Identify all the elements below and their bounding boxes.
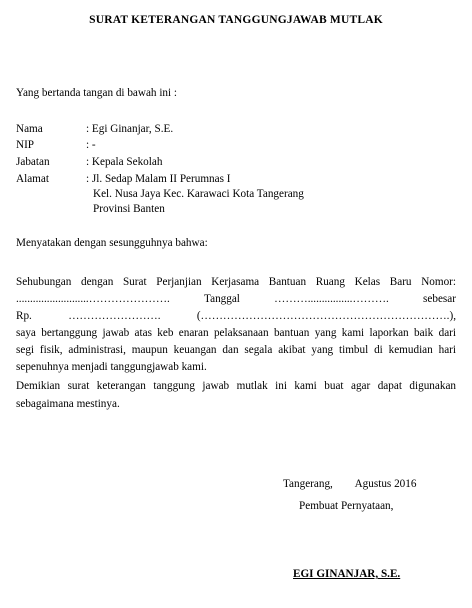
statement-text: Menyatakan dengan sesungguhnya bahwa: xyxy=(16,237,208,249)
para1-line2-date-blank: ………................………. xyxy=(274,293,389,305)
para1-line3 xyxy=(16,308,456,325)
document-title: SURAT KETERANGAN TANGGUNGJAWAB MUTLAK xyxy=(89,14,383,26)
field-label-nip: NIP xyxy=(16,139,35,151)
para1-line2-number-blank: ..........................…………………. xyxy=(16,293,170,305)
para1-line1 xyxy=(16,274,456,291)
para1-line2-sebesar: sebesar xyxy=(423,293,456,305)
para1-line5 xyxy=(16,342,456,359)
para1-line3-text: Rp. ……………………. (………………………………………………………….), xyxy=(16,310,456,322)
para2-line2: sebagaimana mestinya. xyxy=(16,398,120,410)
field-value-nip: : - xyxy=(86,139,96,151)
para1-line6: sepenuhnya menjadi tanggungjawab kami. xyxy=(16,361,207,373)
field-label-alamat: Alamat xyxy=(16,173,49,185)
address-line-2: Kel. Nusa Jaya Kec. Karawaci Kota Tangerang xyxy=(93,188,304,200)
field-value-alamat: : Jl. Sedap Malam II Perumnas I xyxy=(86,173,231,185)
para1-line4-text: saya bertanggung jawab atas keb enaran pelaksanaan bantuan yang kami laporkan baik dari xyxy=(16,327,456,339)
address-line-3: Provinsi Banten xyxy=(93,203,165,215)
para1-line2-tanggal: Tanggal xyxy=(204,293,240,305)
para2-line1 xyxy=(16,378,456,395)
para1-line4 xyxy=(16,325,456,342)
field-value-nama: : Egi Ginanjar, S.E. xyxy=(86,123,174,135)
signer-name: EGI GINANJAR, S.E. xyxy=(293,568,401,580)
intro-text: Yang bertanda tangan di bawah ini : xyxy=(16,87,178,99)
field-value-jabatan: : Kepala Sekolah xyxy=(86,156,163,168)
para1-line2 xyxy=(16,291,456,308)
field-label-jabatan: Jabatan xyxy=(16,156,50,168)
place-date: Tangerang, Agustus 2016 xyxy=(283,478,417,490)
field-label-nama: Nama xyxy=(16,123,43,135)
para1-line5-text: segi fisik, administrasi, maupun keuangan dan segala akibat yang timbul di kemudian hari xyxy=(16,344,456,356)
para1-line1-text: Sehubungan dengan Surat Perjanjian Kerjasama Bantuan Ruang Kelas Baru Nomor: xyxy=(16,276,456,288)
signature-label: Pembuat Pernyataan, xyxy=(299,500,394,512)
para2-line1-text: Demikian surat keterangan tanggung jawab mutlak ini kami buat agar dapat digunakan xyxy=(16,380,456,392)
